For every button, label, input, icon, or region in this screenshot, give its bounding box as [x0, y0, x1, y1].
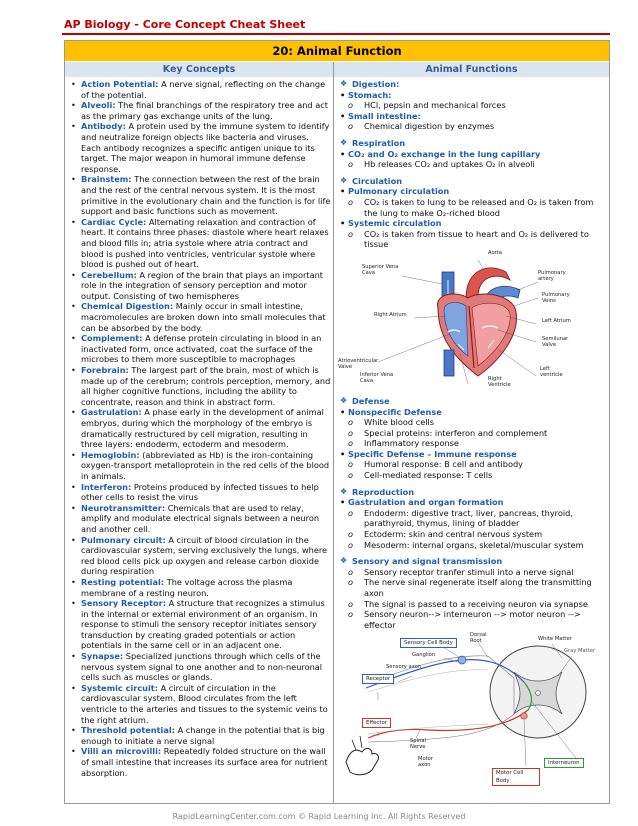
- footer: RapidLearningCenter.com.com © Rapid Learning Inc. All Rights Reserved: [172, 812, 466, 821]
- concept-item: • Alveoli: The final branchings of the respiratory tree and act as the primary gas exchange units of the lung.: [69, 100, 331, 121]
- subsection-systemic: • Systemic circulation: [338, 218, 606, 229]
- label-spinal-nerve: Spinal Nerve: [410, 738, 426, 751]
- subsection-stomach: • Stomach:: [338, 90, 606, 101]
- diamond-bullet-icon: ❖: [340, 79, 348, 88]
- chapter-title: 20: Animal Function: [65, 41, 609, 61]
- label-effector: Effector: [362, 718, 391, 728]
- point: o HCl, pepsin and mechanical forces: [338, 100, 606, 111]
- diamond-bullet-icon: ❖: [340, 137, 348, 147]
- point: o Cell-mediated response: T cells: [338, 470, 606, 481]
- key-concepts-heading: Key Concepts: [65, 62, 333, 77]
- label-sensory-axon: Sensory axon: [386, 664, 422, 671]
- concept-item: • Resting potential: The voltage across the plasma membrane of a resting neuron.: [69, 577, 331, 598]
- concept-item: • Interferon: Proteins produced by infected tissues to help other cells to resist the virus: [69, 482, 331, 503]
- section-reproduction: ❖ Reproduction: [340, 486, 415, 497]
- point: o Hb releases CO₂ and uptakes O₂ in alveoli: [338, 159, 606, 170]
- label-semilunar-valve: Semilunar Valve: [542, 335, 569, 348]
- point: o Sensory neuron--> interneuron --> motor neuron --> effector: [338, 609, 606, 630]
- point: o CO₂ is taken from tissue to heart and O₂ is delivered to tissue: [338, 229, 606, 250]
- section-circulation: ❖ Circulation: [340, 175, 403, 186]
- concept-item: • Complement: A defense protein circulating in blood in an inactivated form, once activated, coat the surface of the microbes to them more susceptible to macrophages: [69, 333, 331, 365]
- concept-item: • Pulmonary circuit: A circuit of blood circulation in the cardiovascular system, serving exclusively the lungs, where red blood cells pick up oxygen and release carbon dioxide during respiration: [69, 535, 331, 577]
- concept-list: [69, 79, 331, 778]
- subsection-specific: • Specific Defense – Immune response: [338, 449, 606, 460]
- page-title: AP Biology - Core Concept Cheat Sheet: [64, 18, 306, 31]
- concept-item: • Antibody: A protein used by the immune system to identify and neutralize foreign objects like bacteria and viruses. Each antibody recognizes a specific antigen unique to its target. The major weapon in humoral immune defense response.: [69, 121, 331, 174]
- concept-item: • Systemic circuit: A circuit of circulation in the cardiovascular system. Blood circulates from the left ventricle to the arteries and tissues to the systemic veins to the right atrium.: [69, 683, 331, 725]
- point: o Humoral response: B cell and antibody: [338, 459, 606, 470]
- point: o CO₂ is taken to lung to be released and O₂ is taken from the lung to make O₂-riched blood: [338, 197, 606, 218]
- title-rule: [62, 33, 610, 35]
- concept-item: • Neurotransmitter: Chemicals that are used to relay, amplify and modulate electrical signals between a neuron and another cell.: [69, 503, 331, 535]
- point: o Inflammatory response: [338, 438, 606, 449]
- label-motor-axon: Motor axon: [418, 756, 433, 769]
- label-left-ventricle: Left ventricle: [540, 365, 563, 378]
- label-pulmonary-veins: Pulmonary Veins: [542, 291, 570, 304]
- label-receptor: Receptor: [362, 674, 394, 684]
- label-sensory-cell-body: Sensory Cell Body: [400, 638, 457, 648]
- label-inferior-vena-cava: Inferior Vena Cava: [360, 371, 394, 384]
- concept-item: • Action Potential: A nerve signal, reflecting on the change of the potential.: [69, 79, 331, 100]
- concept-item: • Threshold potential: A change in the potential that is big enough to initiate a nerve signal: [69, 725, 331, 746]
- key-concepts-column: [69, 79, 331, 778]
- point: o Chemical digestion by enzymes: [338, 121, 606, 132]
- concept-item: • Cardiac Cycle: Alternating relaxation and contraction of heart. It contains three phases: diastole where heart relaxes and blood fills in; atria systole where atria contract and blood is pushed into ventricles, ventricular systole where blood is pushed out of heart.: [69, 217, 331, 270]
- concept-item: • Synapse: Specialized junctions through which cells of the nervous system signal to one another and to non-neuronal cells such as muscles or glands.: [69, 651, 331, 683]
- label-dorsal-root: Dorsal Root: [470, 632, 487, 645]
- label-white-matter: White Matter: [538, 636, 572, 643]
- animal-functions-column: [338, 79, 606, 784]
- diamond-bullet-icon: ❖: [340, 395, 348, 405]
- column-divider: [333, 62, 334, 803]
- diamond-bullet-icon: ❖: [340, 486, 348, 496]
- concept-item: • Hemoglobin: (abbreviated as Hb) is the iron-containing oxygen-transport metalloprotein in the red cells of the blood in animals.: [69, 450, 331, 482]
- label-interneuron: Interneuron: [544, 758, 584, 768]
- point: o Mesoderm: internal organs, skeletal/muscular system: [338, 540, 606, 551]
- section-defense: ❖ Defense: [340, 395, 390, 406]
- label-left-atrium: Left Atrium: [542, 317, 571, 324]
- label-gray-matter: Gray Matter: [564, 648, 596, 655]
- concept-item: • Chemical Digestion: Mainly occur in small intestine, macromolecules are broken down into small molecules that can be absorbed by the body.: [69, 301, 331, 333]
- animal-functions-heading: Animal Functions: [334, 62, 609, 77]
- concept-item: • Forebrain: The largest part of the brain, most of which is made up of the cerebrum; controls perception, memory, and all higher cognitive functions, including the ability to concentrate, reason and think in abstract form.: [69, 365, 331, 407]
- heart-diagram: [338, 250, 606, 390]
- concept-item: • Brainstem: The connection between the rest of the brain and the rest of the central nervous system. It is the most primitive in the evolutionary chain and the function is for life support and basic functions such as movement.: [69, 174, 331, 216]
- diamond-bullet-icon: ❖: [340, 175, 348, 185]
- point: o Special proteins: interferon and complement: [338, 428, 606, 439]
- cheat-sheet: [64, 40, 610, 804]
- section-respiration: ❖ Respiration: [340, 137, 406, 148]
- label-atrioventricular-valve: Atrioventricular Valve: [338, 357, 379, 370]
- subsection-gastrulation: • Gastrulation and organ formation: [338, 497, 606, 508]
- subsection-nonspecific: • Nonspecific Defense: [338, 407, 606, 418]
- subsection-small-intestine: • Small intestine:: [338, 111, 606, 122]
- point: o Ectoderm: skin and central nervous system: [338, 529, 606, 540]
- label-aorta: Aorta: [488, 249, 502, 256]
- label-ganglion: Ganglion: [412, 652, 436, 659]
- point: o Sensory receptor tranfer stimuli into a nerve signal: [338, 567, 606, 578]
- label-right-ventricle: Right Ventricle: [488, 375, 511, 388]
- concept-item: • Sensory Receptor: A structure that recognizes a stimulus in the internal or external environment of an organism. In response to stimuli the sensory receptor initiates sensory transduction by creating graded potentials or action potentials in the same cell or in an adjacent one.: [69, 598, 331, 651]
- concept-item: • Cerebellum: A region of the brain that plays an important role in the integration of sensory perception and motor output. Consisting of two hemispheres: [69, 270, 331, 302]
- concept-item: • Gastrulation: A phase early in the development of animal embryos, during which the morphology of the embryo is dramatically restructured by cell migration, resulting in three layers: endoderm, ectoderm and mesoderm.: [69, 407, 331, 449]
- subsection-pulmonary: • Pulmonary circulation: [338, 186, 606, 197]
- point: o The nerve sinal regenerate itself along the transmitting axon: [338, 577, 606, 598]
- label-pulmonary-artery: Pulmonary artery: [538, 269, 566, 282]
- point: o The signal is passed to a receiving neuron via synapse: [338, 599, 606, 610]
- concept-item: • Villi an microvilli: Repeatedly folded structure on the wall of small intestine that increases its surface area for nutrient absorption.: [69, 746, 331, 778]
- point: o White blood cells: [338, 417, 606, 428]
- label-superior-vena-cava: Superior Vena Cava: [362, 263, 399, 276]
- section-digestion: ❖ Digestion:: [340, 79, 400, 89]
- point: o Endoderm: digestive tract, liver, pancreas, thyroid, parathyroid, thymus, lining of bladder: [338, 508, 606, 529]
- reflex-arc-diagram: [338, 632, 606, 784]
- label-motor-cell-body: Motor Cell Body: [492, 768, 540, 786]
- subsection-gas-exchange: • CO₂ and O₂ exchange in the lung capillary: [338, 149, 606, 160]
- label-right-atrium: Right Atrium: [374, 311, 407, 318]
- diamond-bullet-icon: ❖: [340, 556, 348, 566]
- section-sensory: ❖ Sensory and signal transmission: [340, 556, 503, 567]
